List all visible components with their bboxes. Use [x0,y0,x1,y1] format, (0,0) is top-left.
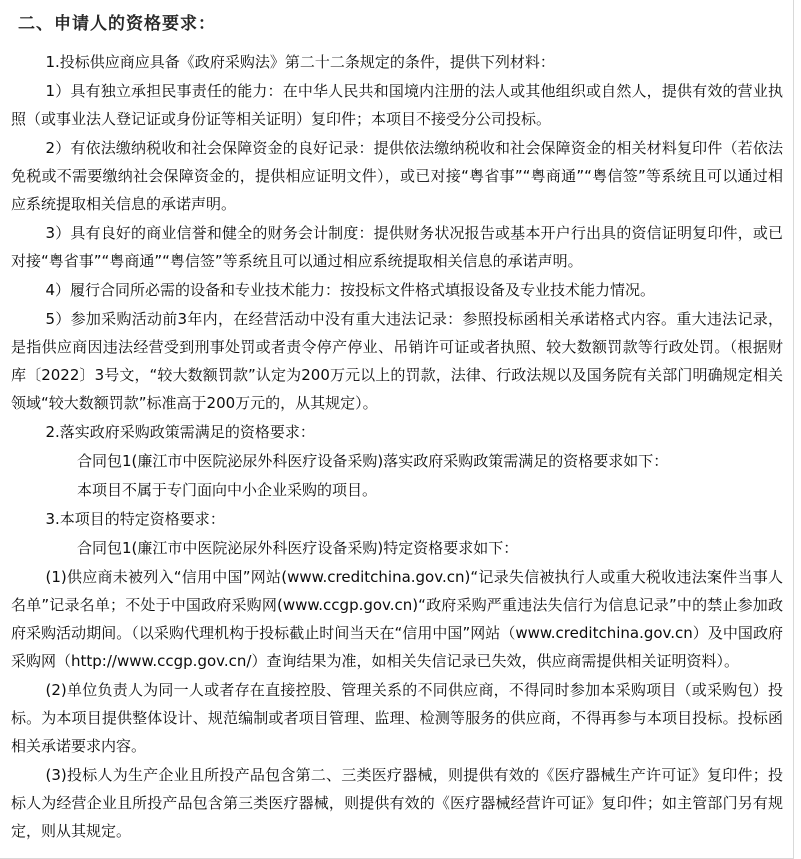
paragraph-item-5-no-major-violations: 5）参加采购活动前3年内，在经营活动中没有重大违法记录：参照投标函相关承诺格式内容。重大违法记录，是指供应商因违法经营受到刑事处罚或者责令停产停业、吊销许可证或者执照、较大数额罚款等行政处罚。（根据财库〔2022〕3号文，“较大数额罚款”认定为200万元以上的罚款，法律、行政法规以及国务院有关部门明确规定相关领域“较大数额罚款”标准高于200万元的，从其规定）。 [11,310,783,412]
paragraph-contract-package-specific: 合同包1(廉江市中医院泌尿外科医疗设备采购)特定资格要求如下： [77,539,519,557]
paragraph-item-1-civil-liability: 1）具有独立承担民事责任的能力：在中华人民共和国境内注册的法人或其他组织或自然人，提供有效的营业执照（或事业法人登记证或身份证等相关证明）复印件；本项目不接受分公司投标。 [11,82,783,128]
paragraph-item-4-equipment-capability: 4）履行合同所必需的设备和专业技术能力：按投标文件格式填报设备及专业技术能力情况。 [45,281,656,299]
paragraph-policy-requirements-title: 2.落实政府采购政策需满足的资格要求： [45,423,315,441]
section-heading: 二、申请人的资格要求： [18,14,216,34]
paragraph-item-3-commercial-reputation: 3）具有良好的商业信誉和健全的财务会计制度：提供财务状况报告或基本开户行出具的资信证明复印件，或已对接“粤省事”“粤商通”“粤信签”等系统且可以通过相应系统提取相关信息的承诺声明。 [11,224,783,270]
paragraph-item-2-tax-social-security: 2）有依法缴纳税收和社会保障资金的良好记录：提供依法缴纳税收和社会保障资金的相关材料复印件（若依法免税或不需要缴纳社会保障资金的，提供相应证明文件），或已对接“粤省事”“粤商通”“粤信签”等系统且可以通过相应系统提取相关信息的承诺声明。 [11,139,783,213]
paragraph-specific-1-credit-china: (1)供应商未被列入“信用中国”网站(www.creditchina.gov.cn)“记录失信被执行人或重大税收违法案件当事人名单”记录名单；不处于中国政府采购网(www.ccgp.gov.cn)“政府采购严重违法失信行为信息记录”中的禁止参加政府采购活动期间。（以采购代理机构于投标截止时间当天在“信用中国”网站（www.creditchina.gov.cn）及中国政府采购网（http://www.ccgp.gov.cn/）查询结果为准，如相关失信记录已失效，供应商需提供相关证明资料）。 [11,568,783,670]
paragraph-supplier-conditions: 1.投标供应商应具备《政府采购法》第二十二条规定的条件，提供下列材料： [45,53,555,71]
paragraph-not-sme-project: 本项目不属于专门面向中小企业采购的项目。 [77,481,378,499]
paragraph-specific-3-medical-device-license: (3)投标人为生产企业且所投产品包含第二、三类医疗器械，则提供有效的《医疗器械生产许可证》复印件；投标人为经营企业且所投产品包含第三类医疗器械，则提供有效的《医疗器械经营许可证》复印件；如主管部门另有规定，则从其规定。 [11,766,783,840]
paragraph-specific-2-same-person: (2)单位负责人为同一人或者存在直接控股、管理关系的不同供应商，不得同时参加本采购项目（或采购包）投标。为本项目提供整体设计、规范编制或者项目管理、监理、检测等服务的供应商，不得再参与本项目投标。投标函相关承诺要求内容。 [11,681,783,755]
paragraph-contract-package-policy: 合同包1(廉江市中医院泌尿外科医疗设备采购)落实政府采购政策需满足的资格要求如下： [77,452,669,470]
paragraph-specific-requirements-title: 3.本项目的特定资格要求： [45,510,225,528]
